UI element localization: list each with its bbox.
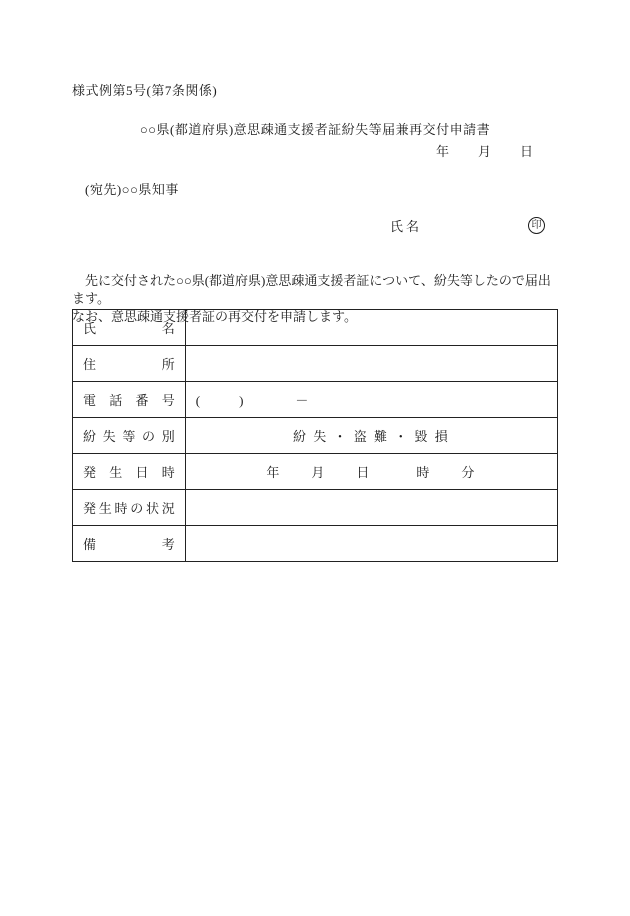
addressee: (宛先)○○県知事 bbox=[85, 182, 179, 197]
form-content bbox=[72, 0, 558, 916]
row-label-name: 氏名 bbox=[73, 310, 186, 346]
row-value-address bbox=[185, 346, 557, 382]
row-label-circumstances: 発生時の状況 bbox=[73, 490, 186, 526]
table-row-occurrence-datetime bbox=[73, 454, 558, 490]
application-table bbox=[72, 309, 558, 562]
row-label-remarks: 備考 bbox=[73, 526, 186, 562]
date-line: 年 月 日 bbox=[435, 144, 534, 159]
row-label-occurrence-datetime: 発生日時 bbox=[73, 454, 186, 490]
row-value-name bbox=[185, 310, 557, 346]
body-line-2: なお、意思疎通支援者証の再交付を申請します。 bbox=[72, 309, 357, 324]
table-row-phone bbox=[73, 382, 558, 418]
seal-mark-icon: 印 bbox=[528, 217, 545, 234]
table-row-remarks bbox=[73, 526, 558, 562]
row-value-loss-type: 紛 失 ・ 盗 難 ・ 毀 損 bbox=[185, 418, 557, 454]
form-number: 様式例第5号(第7条関係) bbox=[72, 83, 218, 98]
form-title: ○○県(都道府県)意思疎通支援者証紛失等届兼再交付申請書 bbox=[139, 122, 491, 137]
row-label-address: 住所 bbox=[73, 346, 186, 382]
row-value-remarks bbox=[185, 526, 557, 562]
name-label: 氏名 bbox=[390, 219, 423, 234]
table-row-circumstances bbox=[73, 490, 558, 526]
row-label-phone: 電話番号 bbox=[73, 382, 186, 418]
table-row-address bbox=[73, 346, 558, 382]
name-line bbox=[390, 216, 545, 235]
table-row-name bbox=[73, 310, 558, 346]
table-row-loss-type bbox=[73, 418, 558, 454]
row-value-occurrence-datetime: 年 月 日 時 分 bbox=[185, 454, 557, 490]
row-value-circumstances bbox=[185, 490, 557, 526]
body-line-1: 先に交付された○○県(都道府県)意思疎通支援者証について、紛失等したので届出ます。 bbox=[72, 273, 551, 306]
row-value-phone: ( ) － bbox=[185, 382, 557, 418]
row-label-loss-type: 紛失等の別 bbox=[73, 418, 186, 454]
